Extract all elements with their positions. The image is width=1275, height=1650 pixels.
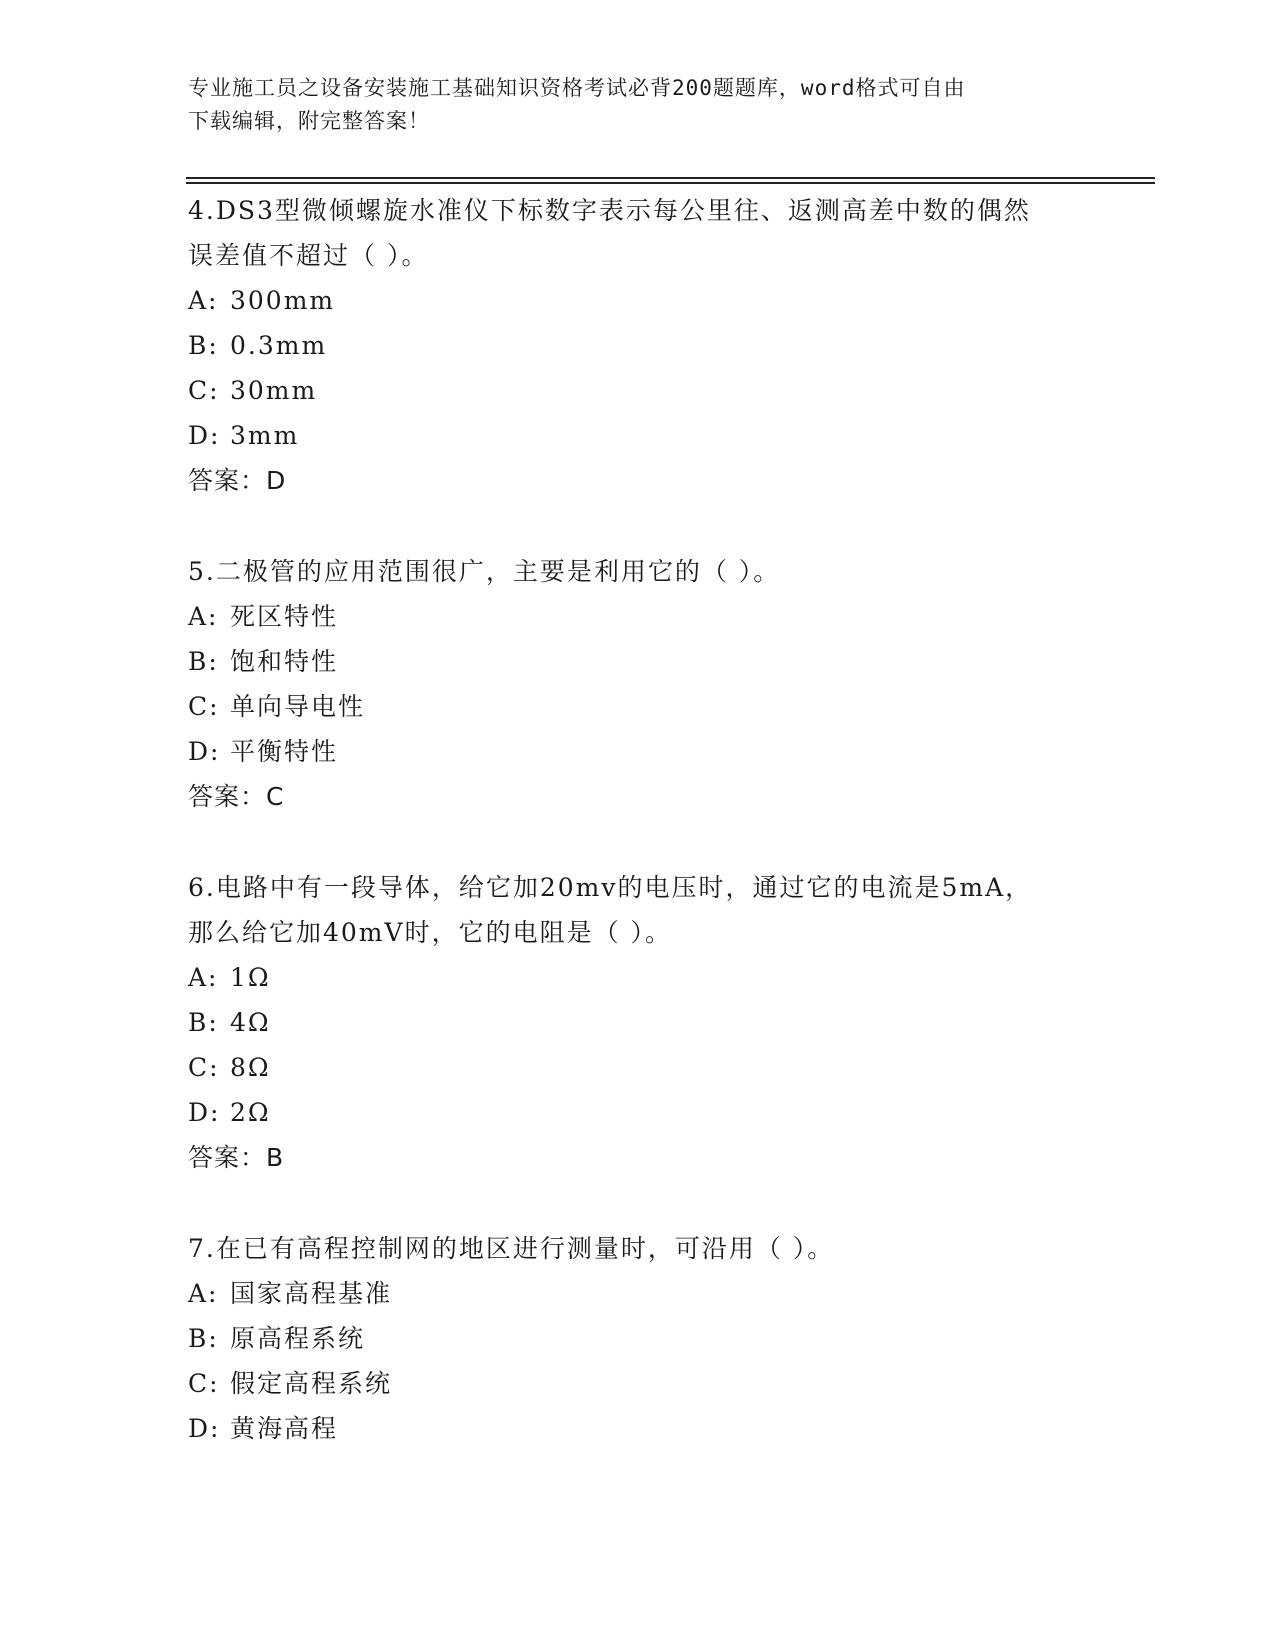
answer-line: 答案：C (188, 782, 285, 811)
option-c (188, 684, 1088, 729)
option-c (188, 1361, 1088, 1406)
answer-line: 答案：B (188, 1143, 285, 1172)
option-text: 死区特性 (230, 602, 339, 631)
header-divider-top (186, 177, 1155, 179)
option-a (188, 594, 1088, 639)
option-text: 单向导电性 (230, 692, 366, 721)
option-letter: D: (188, 421, 221, 450)
document-header (188, 72, 1088, 138)
option-d (188, 1090, 1088, 1135)
option-text: 饱和特性 (230, 647, 339, 676)
option-letter: C: (188, 1053, 220, 1082)
option-text: 假定高程系统 (230, 1369, 393, 1398)
option-text: 4Ω (230, 1008, 271, 1037)
option-text: 1Ω (230, 963, 271, 992)
option-letter: A: (188, 286, 219, 315)
question-6 (188, 865, 1088, 1180)
option-letter: A: (188, 1279, 219, 1308)
option-b (188, 1000, 1088, 1045)
option-text: 黄海高程 (230, 1414, 339, 1443)
option-text: 国家高程基准 (230, 1279, 393, 1308)
option-d (188, 1406, 1088, 1451)
option-text: 30mm (230, 376, 318, 405)
option-b (188, 639, 1088, 684)
option-c (188, 1045, 1088, 1090)
question-5 (188, 549, 1088, 819)
header-divider-bottom (186, 182, 1155, 184)
question-stem: 7.在已有高程控制网的地区进行测量时，可沿用（ ）。 (188, 1234, 835, 1263)
option-letter: A: (188, 963, 219, 992)
question-4 (188, 188, 1088, 503)
question-7 (188, 1226, 1088, 1451)
option-letter: D: (188, 737, 221, 766)
question-stem-continued: 那么给它加40mV时，它的电阻是（ ）。 (188, 918, 673, 947)
option-text: 300mm (230, 286, 336, 315)
question-stem: 6.电路中有一段导体，给它加20mv的电压时，通过它的电流是5mA， (188, 873, 1033, 902)
option-text: 原高程系统 (230, 1324, 366, 1353)
option-letter: B: (188, 647, 219, 676)
option-a (188, 278, 1088, 323)
option-letter: C: (188, 692, 220, 721)
option-text: 2Ω (230, 1098, 271, 1127)
option-text: 8Ω (230, 1053, 271, 1082)
question-list (188, 188, 1088, 1451)
spacer (188, 1180, 1088, 1226)
option-letter: A: (188, 602, 219, 631)
option-c (188, 368, 1088, 413)
header-line-1: 专业施工员之设备安装施工基础知识资格考试必背200题题库，word格式可自由 (188, 76, 966, 100)
option-text: 3mm (230, 421, 300, 450)
option-letter: C: (188, 1369, 220, 1398)
option-letter: C: (188, 376, 220, 405)
option-a (188, 1271, 1088, 1316)
question-stem-continued: 误差值不超过（ ）。 (188, 241, 429, 270)
spacer (188, 819, 1088, 865)
option-a (188, 955, 1088, 1000)
option-text: 平衡特性 (230, 737, 339, 766)
option-b (188, 323, 1088, 368)
question-stem: 5.二极管的应用范围很广，主要是利用它的（ ）。 (188, 557, 781, 586)
option-d (188, 413, 1088, 458)
option-letter: D: (188, 1098, 221, 1127)
option-letter: B: (188, 1324, 219, 1353)
header-line-2: 下载编辑，附完整答案！ (188, 109, 430, 133)
option-d (188, 729, 1088, 774)
option-letter: B: (188, 1008, 219, 1037)
option-letter: B: (188, 331, 219, 360)
option-letter: D: (188, 1414, 221, 1443)
question-stem: 4.DS3型微倾螺旋水准仪下标数字表示每公里往、返测高差中数的偶然 (188, 196, 1031, 225)
option-b (188, 1316, 1088, 1361)
option-text: 0.3mm (230, 331, 328, 360)
spacer (188, 503, 1088, 549)
answer-line: 答案：D (188, 466, 287, 495)
